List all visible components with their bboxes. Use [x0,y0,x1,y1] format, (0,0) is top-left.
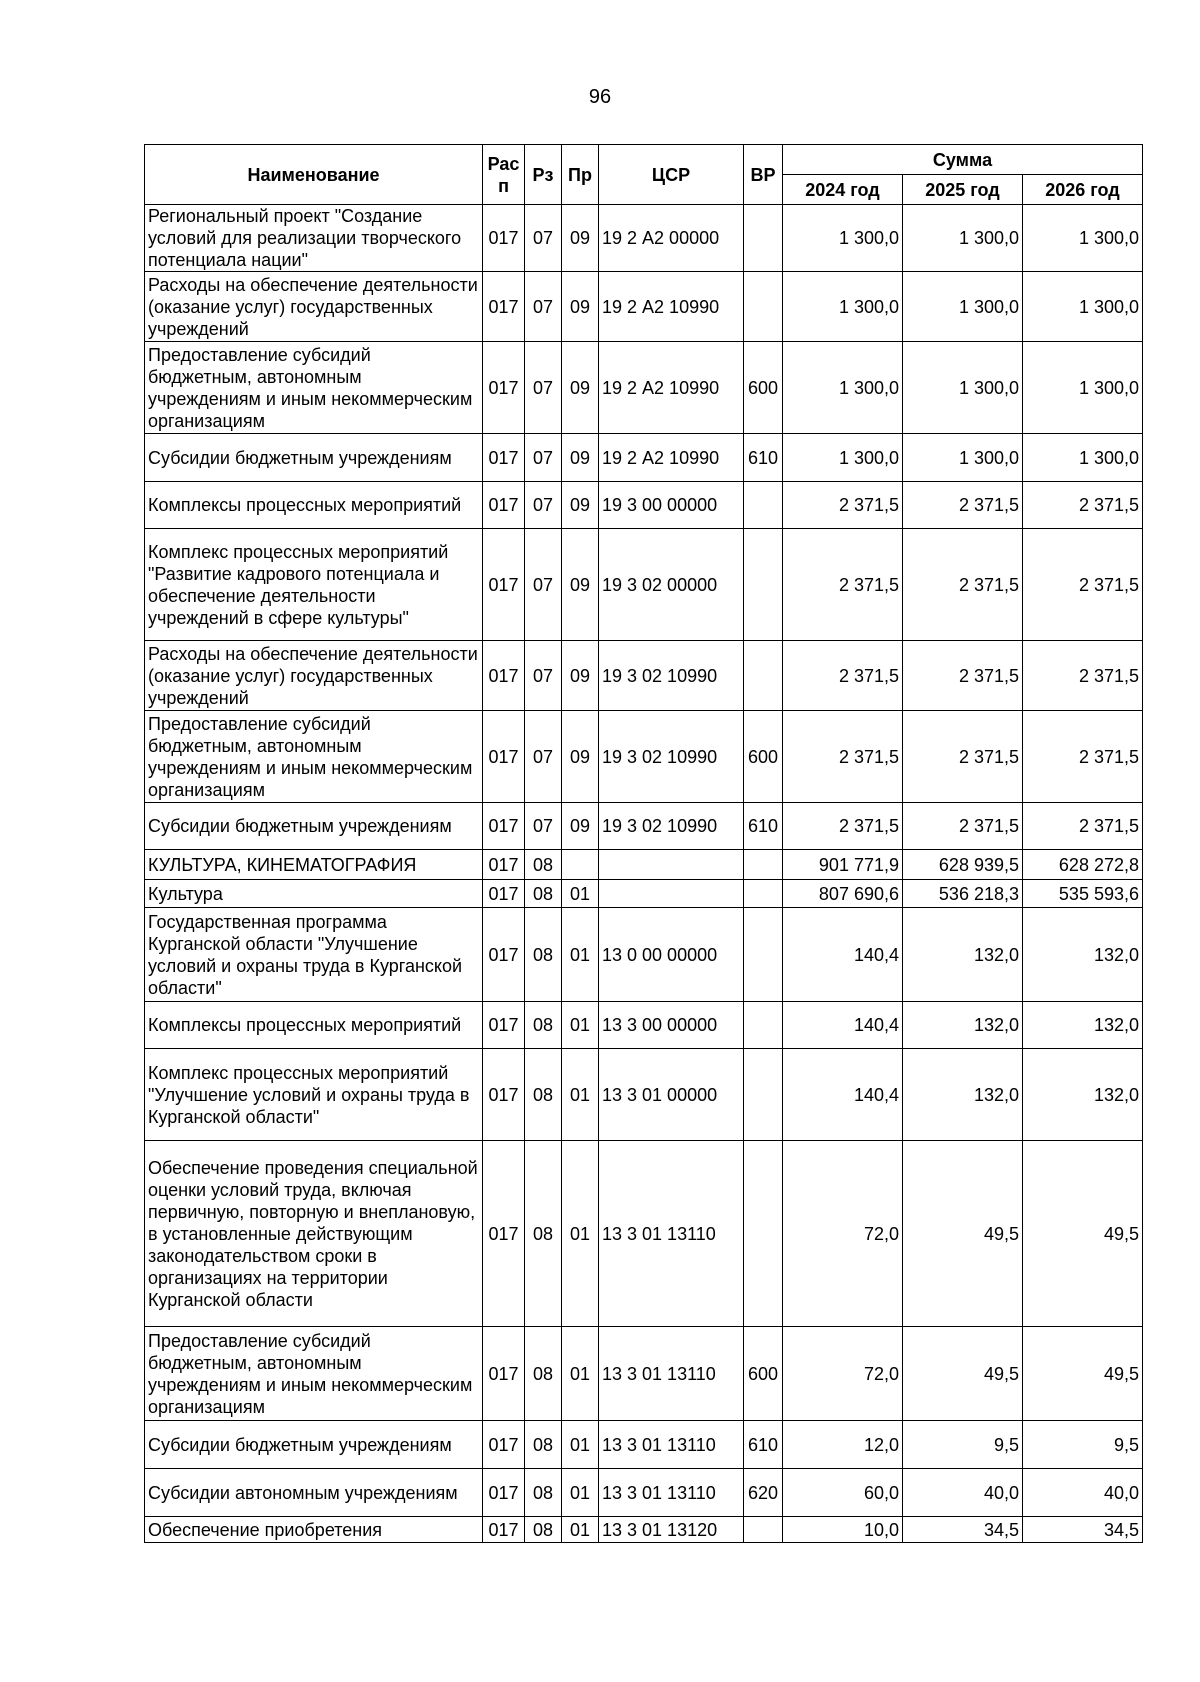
cell-name: Субсидии автономным учреждениям [145,1469,483,1517]
cell-rz: 08 [525,1469,562,1517]
cell-2026: 535 593,6 [1023,880,1143,908]
cell-2026: 132,0 [1023,1002,1143,1049]
cell-csr: 19 2 А2 00000 [599,205,744,272]
cell-rasp: 017 [483,205,525,272]
cell-rasp: 017 [483,434,525,482]
cell-2026: 49,5 [1023,1141,1143,1327]
cell-name: Расходы на обеспечение деятельности (оказание услуг) государственных учреждений [145,272,483,342]
cell-2026: 132,0 [1023,1049,1143,1141]
cell-pr: 01 [562,908,599,1002]
table-row [145,711,1143,803]
cell-name: Обеспечение проведения специальной оценки условий труда, включая первичную, повторную и внеплановую, в установленные действующим законодательством сроки в организациях на территории Курганской области [145,1141,483,1327]
cell-csr: 13 3 01 13120 [599,1517,744,1543]
cell-rz: 08 [525,1049,562,1141]
cell-rz: 08 [525,908,562,1002]
cell-2025: 2 371,5 [903,803,1023,850]
cell-2025: 132,0 [903,1049,1023,1141]
cell-name: Расходы на обеспечение деятельности (оказание услуг) государственных учреждений [145,641,483,711]
table-row [145,803,1143,850]
cell-2026: 2 371,5 [1023,641,1143,711]
cell-pr: 09 [562,711,599,803]
cell-rz: 08 [525,880,562,908]
cell-2024: 2 371,5 [783,482,903,529]
cell-2026: 1 300,0 [1023,434,1143,482]
cell-name: Государственная программа Курганской области "Улучшение условий и охраны труда в Курганской области" [145,908,483,1002]
cell-2025: 1 300,0 [903,434,1023,482]
cell-rz: 08 [525,1421,562,1469]
header-csr: ЦСР [599,145,744,205]
cell-2026: 2 371,5 [1023,529,1143,641]
cell-rz: 07 [525,482,562,529]
cell-rasp: 017 [483,272,525,342]
cell-csr: 19 3 02 10990 [599,803,744,850]
cell-2024: 72,0 [783,1141,903,1327]
table-row [145,272,1143,342]
cell-name: Обеспечение приобретения [145,1517,483,1543]
cell-2024: 12,0 [783,1421,903,1469]
cell-name: Культура [145,880,483,908]
cell-2026: 1 300,0 [1023,342,1143,434]
cell-name: Предоставление субсидий бюджетным, автономным учреждениям и иным некоммерческим организациям [145,711,483,803]
cell-pr: 01 [562,880,599,908]
cell-2025: 1 300,0 [903,342,1023,434]
table-row [145,1002,1143,1049]
cell-name: Комплекс процессных мероприятий "Улучшение условий и охраны труда в Курганской области" [145,1049,483,1141]
cell-2024: 140,4 [783,908,903,1002]
cell-vr [744,1517,783,1543]
cell-2025: 628 939,5 [903,850,1023,880]
cell-rasp: 017 [483,880,525,908]
cell-csr: 19 3 02 10990 [599,711,744,803]
cell-name: Субсидии бюджетным учреждениям [145,803,483,850]
table-row [145,482,1143,529]
cell-rasp: 017 [483,342,525,434]
cell-pr: 09 [562,434,599,482]
cell-2024: 1 300,0 [783,272,903,342]
cell-rz: 08 [525,850,562,880]
table-row [145,434,1143,482]
cell-csr: 13 0 00 00000 [599,908,744,1002]
cell-name: Комплекс процессных мероприятий "Развитие кадрового потенциала и обеспечение деятельности учреждений в сфере культуры" [145,529,483,641]
cell-pr: 09 [562,272,599,342]
cell-name: Предоставление субсидий бюджетным, автономным учреждениям и иным некоммерческим организациям [145,342,483,434]
cell-2026: 1 300,0 [1023,205,1143,272]
cell-rz: 08 [525,1327,562,1421]
table-row [145,908,1143,1002]
cell-vr: 600 [744,1327,783,1421]
cell-2025: 2 371,5 [903,529,1023,641]
cell-2024: 60,0 [783,1469,903,1517]
cell-vr [744,1049,783,1141]
cell-vr [744,880,783,908]
cell-rasp: 017 [483,641,525,711]
cell-rasp: 017 [483,711,525,803]
cell-2024: 2 371,5 [783,641,903,711]
cell-pr: 09 [562,482,599,529]
cell-csr: 19 2 А2 10990 [599,342,744,434]
cell-2024: 1 300,0 [783,434,903,482]
cell-vr: 610 [744,1421,783,1469]
header-summa: Сумма [783,145,1143,175]
cell-2024: 1 300,0 [783,205,903,272]
cell-2026: 2 371,5 [1023,711,1143,803]
cell-csr: 19 3 00 00000 [599,482,744,529]
cell-2026: 34,5 [1023,1517,1143,1543]
cell-2026: 2 371,5 [1023,482,1143,529]
cell-rasp: 017 [483,1141,525,1327]
cell-csr: 13 3 01 13110 [599,1469,744,1517]
cell-2026: 1 300,0 [1023,272,1143,342]
cell-2025: 9,5 [903,1421,1023,1469]
cell-pr: 09 [562,205,599,272]
cell-csr: 13 3 01 13110 [599,1421,744,1469]
header-year-2025: 2025 год [903,175,1023,205]
cell-2025: 2 371,5 [903,482,1023,529]
table-row [145,1141,1143,1327]
cell-2024: 140,4 [783,1002,903,1049]
cell-name: Субсидии бюджетным учреждениям [145,1421,483,1469]
cell-2025: 536 218,3 [903,880,1023,908]
cell-vr [744,641,783,711]
cell-pr: 09 [562,803,599,850]
cell-2025: 1 300,0 [903,272,1023,342]
table-row [145,529,1143,641]
cell-2026: 9,5 [1023,1421,1143,1469]
cell-rasp: 017 [483,1049,525,1141]
cell-name: Предоставление субсидий бюджетным, автономным учреждениям и иным некоммерческим организациям [145,1327,483,1421]
cell-rasp: 017 [483,908,525,1002]
cell-rz: 08 [525,1002,562,1049]
table-row [145,850,1143,880]
budget-table [144,144,1143,1543]
cell-2024: 2 371,5 [783,711,903,803]
cell-rz: 07 [525,205,562,272]
cell-csr: 19 2 А2 10990 [599,434,744,482]
cell-2025: 2 371,5 [903,711,1023,803]
cell-rz: 07 [525,272,562,342]
cell-pr: 01 [562,1141,599,1327]
cell-2024: 2 371,5 [783,803,903,850]
cell-vr: 610 [744,434,783,482]
cell-name: Субсидии бюджетным учреждениям [145,434,483,482]
cell-2024: 901 771,9 [783,850,903,880]
cell-rz: 07 [525,434,562,482]
table-row [145,641,1143,711]
cell-rz: 07 [525,529,562,641]
cell-vr: 610 [744,803,783,850]
cell-vr [744,1002,783,1049]
cell-vr [744,272,783,342]
cell-vr [744,908,783,1002]
cell-2025: 49,5 [903,1327,1023,1421]
cell-pr: 01 [562,1002,599,1049]
table-body [145,205,1143,1543]
header-pr: Пр [562,145,599,205]
cell-2025: 2 371,5 [903,641,1023,711]
cell-rasp: 017 [483,1469,525,1517]
cell-2025: 132,0 [903,1002,1023,1049]
page-number: 96 [588,86,612,108]
cell-pr: 01 [562,1049,599,1141]
cell-pr: 01 [562,1327,599,1421]
cell-vr [744,529,783,641]
cell-rasp: 017 [483,1517,525,1543]
table-row [145,1049,1143,1141]
cell-vr: 600 [744,342,783,434]
cell-rasp: 017 [483,529,525,641]
cell-name: Комплексы процессных мероприятий [145,1002,483,1049]
header-rasp: Рас п [483,145,525,205]
cell-rz: 08 [525,1517,562,1543]
cell-csr: 19 3 02 10990 [599,641,744,711]
cell-2024: 1 300,0 [783,342,903,434]
cell-name: КУЛЬТУРА, КИНЕМАТОГРАФИЯ [145,850,483,880]
table-row [145,205,1143,272]
cell-2026: 132,0 [1023,908,1143,1002]
table-row [145,342,1143,434]
cell-2026: 628 272,8 [1023,850,1143,880]
cell-2025: 132,0 [903,908,1023,1002]
cell-vr: 600 [744,711,783,803]
cell-2024: 72,0 [783,1327,903,1421]
cell-pr: 01 [562,1469,599,1517]
cell-csr: 13 3 01 00000 [599,1049,744,1141]
cell-csr [599,880,744,908]
cell-pr: 09 [562,342,599,434]
cell-rasp: 017 [483,1002,525,1049]
table-row [145,1469,1143,1517]
header-name: Наименование [145,145,483,205]
cell-2024: 140,4 [783,1049,903,1141]
cell-2026: 40,0 [1023,1469,1143,1517]
table-row [145,1517,1143,1543]
cell-rz: 07 [525,342,562,434]
cell-pr [562,850,599,880]
cell-2024: 10,0 [783,1517,903,1543]
cell-pr: 01 [562,1421,599,1469]
cell-vr [744,850,783,880]
cell-rz: 08 [525,1141,562,1327]
cell-name: Региональный проект "Создание условий для реализации творческого потенциала нации" [145,205,483,272]
cell-vr [744,482,783,529]
cell-csr: 13 3 00 00000 [599,1002,744,1049]
header-year-2026: 2026 год [1023,175,1143,205]
cell-2026: 2 371,5 [1023,803,1143,850]
cell-rasp: 017 [483,803,525,850]
cell-csr [599,850,744,880]
cell-rz: 07 [525,803,562,850]
cell-csr: 19 2 А2 10990 [599,272,744,342]
cell-rasp: 017 [483,850,525,880]
cell-2025: 40,0 [903,1469,1023,1517]
cell-csr: 19 3 02 00000 [599,529,744,641]
cell-csr: 13 3 01 13110 [599,1327,744,1421]
cell-rasp: 017 [483,482,525,529]
cell-name: Комплексы процессных мероприятий [145,482,483,529]
cell-vr: 620 [744,1469,783,1517]
header-vr: ВР [744,145,783,205]
cell-rasp: 017 [483,1421,525,1469]
cell-pr: 09 [562,529,599,641]
cell-vr [744,1141,783,1327]
cell-rasp: 017 [483,1327,525,1421]
cell-rz: 07 [525,641,562,711]
cell-2024: 807 690,6 [783,880,903,908]
cell-2024: 2 371,5 [783,529,903,641]
header-rz: Рз [525,145,562,205]
cell-vr [744,205,783,272]
header-year-2024: 2024 год [783,175,903,205]
table-row [145,1327,1143,1421]
cell-2026: 49,5 [1023,1327,1143,1421]
cell-pr: 09 [562,641,599,711]
cell-2025: 34,5 [903,1517,1023,1543]
cell-pr: 01 [562,1517,599,1543]
table-row [145,880,1143,908]
cell-2025: 1 300,0 [903,205,1023,272]
cell-csr: 13 3 01 13110 [599,1141,744,1327]
cell-rz: 07 [525,711,562,803]
cell-2025: 49,5 [903,1141,1023,1327]
table-row [145,1421,1143,1469]
